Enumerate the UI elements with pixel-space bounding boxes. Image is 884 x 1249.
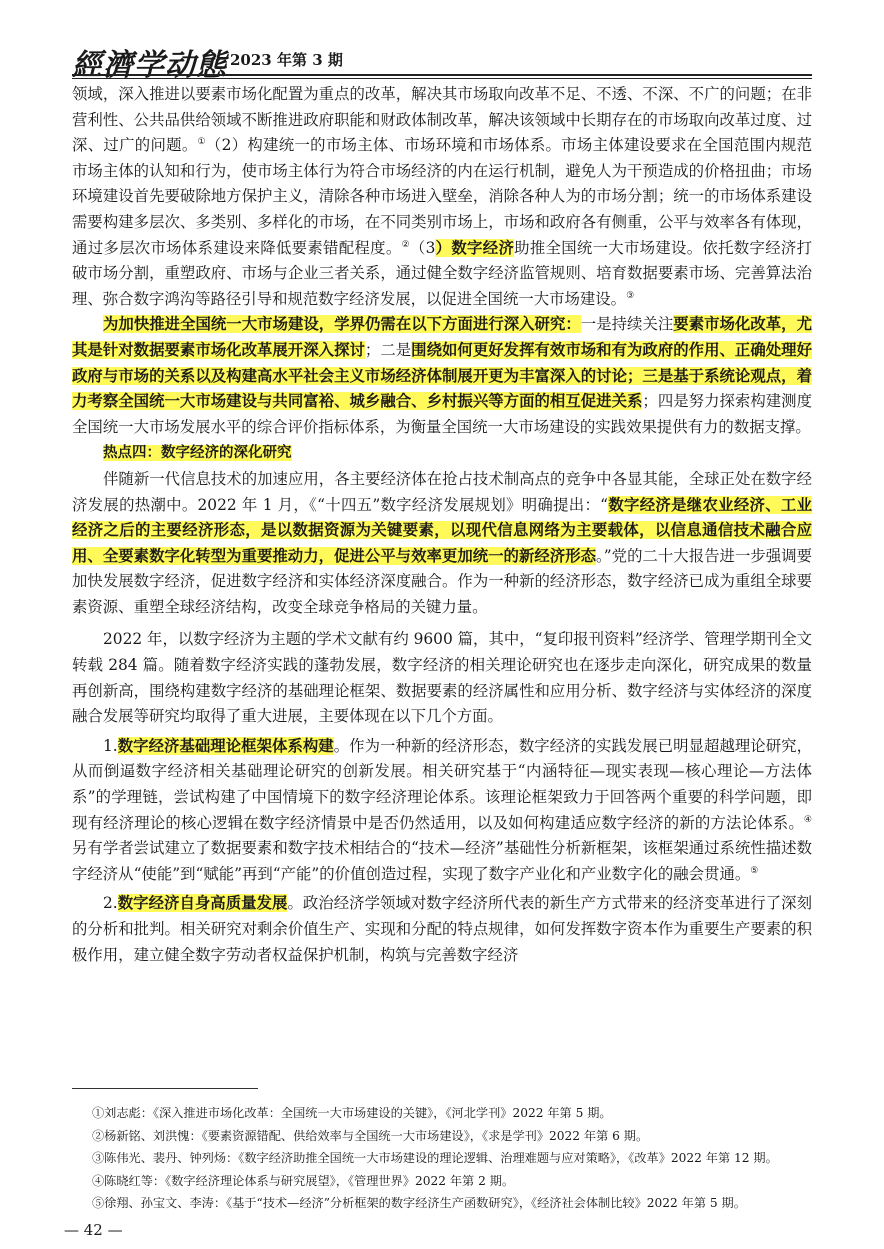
highlight: 数字经济是继农业经济、工业经济之后的主要经济形态，是以数据资源为关键要素，以现代信息网络为主要载体，以信息通信技术融合应用、全要素数字化转型为重要推动力，促进公平与效率更加统一的新经济形态 — [72, 495, 812, 565]
text-run: 另有学者尝试建立了数据要素和数字技术相结合的“技术—经济”基础性分析新框架，该框架通过系统性描述数字经济从“使能”到“赋能”再到“产能”的价值创造过程，实现了数字产业化和产业数字化的融会贯通。 — [72, 839, 812, 883]
footnote-ref: ③ — [626, 290, 635, 301]
header-rule — [72, 74, 812, 76]
section-heading — [72, 440, 812, 467]
paragraph-2 — [72, 312, 812, 440]
highlight: 数字经济基础理论框架体系构建 — [117, 736, 334, 755]
text-run: 助推全国统一大市场建设。依托数字经济打破市场分割，重塑政府、市场与企业三者关系，通过健全数字经济监管规则、培育数据要素市场、完善算法治理、弥合数字鸿沟等路径引导和规范数字经济发展，以促进全国统一大市场建设。 — [72, 238, 812, 308]
text-run: ；四是努力探索构建测度全国统一大市场发展水平的综合评价指标体系，为衡量全国统一大市场建设的实践效果提供有力的数据支撑。 — [72, 392, 812, 436]
paragraph-1 — [72, 82, 812, 312]
issue-label: 2023 年第 3 期 — [230, 51, 343, 69]
page-number: — 42 — — [64, 1221, 123, 1239]
footnote-ref: ① — [197, 137, 206, 148]
journal-logo: 經濟学动態 — [72, 48, 227, 83]
text-run: 领域，深入推进以要素市场化配置为重点的改革，解决其市场取向改革不足、不透、不深、不广的问题；在非营利性、公共品供给领域不断推进政府职能和财政体制改革，解决该领域中长期存在的市场取向改革过度、过深、过广的问题。 — [72, 85, 812, 155]
article-body — [72, 82, 812, 968]
item-number: 1. — [103, 736, 118, 755]
text-run: 。”党的二十大报告进一步强调要加快发展数字经济，促进数字经济和实体经济深度融合。作为一种新的经济形态，数字经济已成为重组全球要素资源、重塑全球经济结构，改变全球竞争格局的关键力量。 — [72, 546, 812, 616]
highlight: 要素市场化改革，尤其是针对数据要素市场化改革展开深入探讨 — [72, 315, 812, 359]
footnote-rule — [72, 1088, 258, 1089]
paragraph-5 — [72, 734, 812, 888]
footnote-5: ⑤徐翔、孙宝文、李涛：《基于“技术—经济”分析框架的数字经济生产函数研究》，《经济社会体制比较》2022 年第 5 期。 — [92, 1196, 746, 1211]
page-header — [72, 40, 812, 83]
footnote-3: ③陈伟光、裴丹、钟列炀：《数字经济助推全国统一大市场建设的理论逻辑、治理难题与应对策略》，《改革》2022 年第 12 期。 — [92, 1151, 778, 1166]
item-number: 2. — [103, 894, 118, 913]
text-run: ；二是 — [364, 340, 412, 359]
text-run: 伴随新一代信息技术的加速应用，各主要经济体在抢占技术制高点的竞争中各显其能，全球正处在数字经济发展的热潮中。2022 年 1 月，《“十四五”数字经济发展规划》明确提出：“ — [72, 469, 812, 514]
text-run: （2）构建统一的市场主体、市场环境和市场体系。市场主体建设要求在全国范围内规范市场主体的认知和行为，使市场主体行为符合市场经济的内在运行机制，避免人为干预造成的价格扭曲；市场环境建设首先要破除地方保护主义，清除各种市场进入壁垒，消除各种人为的市场分割；统一的市场体系建设需要构建多层次、多类别、多样化的市场，在不同类别市场上，市场和政府各有侧重，公平与效率各有体现，通过多层次市场体系建设来降低要素错配程度。 — [72, 136, 812, 257]
highlight: ）数字经济 — [435, 238, 515, 257]
paragraph-4: 2022 年，以数字经济为主题的学术文献有约 9600 篇，其中，“复印报刊资料”经济学、管理学期刊全文转载 284 篇。随着数字经济实践的蓬勃发展，数字经济的相关理论研究也在逐步走向深化，研究成果的数量再创新高，围绕构建数字经济的基础理论框架、数据要素的经济属性和应用分析、数字经济与实体经济的深度融合发展等研究均取得了重大进展，主要体现在以下几个方面。 — [72, 630, 812, 726]
text-run: （3 — [409, 238, 436, 257]
footnote-4: ④陈晓红等：《数字经济理论体系与研究展望》，《管理世界》2022 年第 2 期。 — [92, 1173, 515, 1188]
footnote-2: ②杨新铭、刘洪愧：《要素资源错配、供给效率与全国统一大市场建设》，《求是学刊》2022 年第 6 期。 — [92, 1128, 649, 1143]
highlight: 围绕如何更好发挥有效市场和有为政府的作用、正确处理好政府与市场的关系以及构建高水平社会主义市场经济体制展开更为丰富深入的讨论；三是基于系统论观点，着力考察全国统一大市场建设与共同富裕、城乡融合、乡村振兴等方面的相互促进关系 — [72, 340, 812, 411]
footnotes — [92, 1102, 812, 1215]
text-run: 。政治经济学领域对数字经济所代表的新生产方式带来的经济变革进行了深刻的分析和批判。相关研究对剩余价值生产、实现和分配的特点规律，如何发挥数字资本作为重要生产要素的积极作用，建立健全数字劳动者权益保护机制，构筑与完善数字经济 — [72, 894, 812, 964]
paragraph-6 — [72, 891, 812, 968]
highlight: 为加快推进全国统一大市场建设，学界仍需在以下方面进行深入研究： — [103, 315, 581, 334]
header-rule-thin — [72, 78, 812, 79]
text-run: 一是持续关注 — [580, 315, 674, 334]
footnote-ref: ④ — [803, 814, 812, 825]
footnote-ref: ② — [401, 239, 410, 250]
heading-text: 热点四：数字经济的深化研究 — [103, 445, 292, 462]
footnote-1: ①刘志彪：《深入推进市场化改革：全国统一大市场建设的关键》，《河北学刊》2022 年第 5 期。 — [92, 1106, 612, 1120]
paragraph-3 — [72, 467, 812, 621]
text-run: 。作为一种新的经济形态，数字经济的实践发展已明显超越理论研究，从而倒逼数字经济相关基础理论研究的创新发展。相关研究基于“内涵特征—现实表现—核心理论—方法体系”的学理链，尝试构建了中国情境下的数字经济理论体系。该理论框架致力于回答两个重要的科学问题，即现有经济理论的核心逻辑在数字经济情景中是否仍然适用，以及如何构建适应数字经济的新的方法论体系。 — [72, 736, 812, 832]
highlight: 数字经济自身高质量发展 — [117, 894, 288, 913]
footnote-ref: ⑤ — [750, 865, 759, 876]
